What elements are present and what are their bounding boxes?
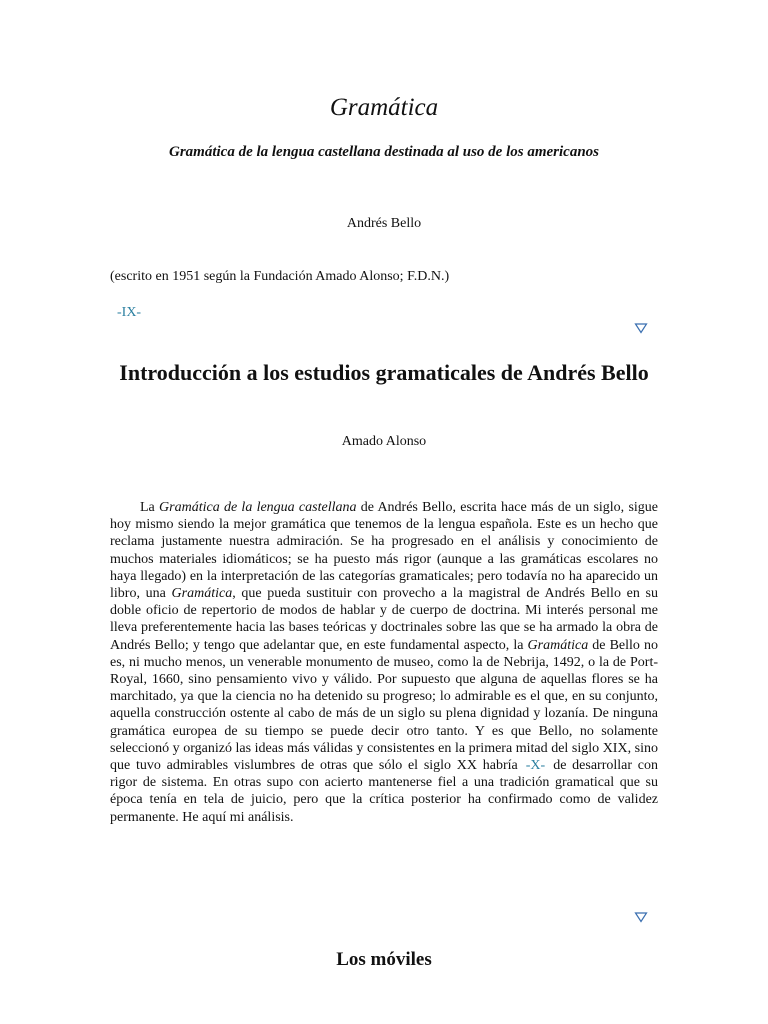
page-marker-x[interactable]: -X- xyxy=(525,758,546,774)
triangle-down-icon[interactable] xyxy=(634,911,648,923)
triangle-down-icon[interactable] xyxy=(634,322,648,334)
paragraph-text: de Andrés Bello, escrita hace más de un siglo, sigue hoy mismo siendo la mejor gramática que tenemos de la lengua española. Este es un hecho que reclama justamente nuestra admiración. Se ha progresado en el análisis y conocimiento de muchos materiales idiomáticos; se ha puesto más rigor (aunque a las gramáticas escolares no haya llegado) en la interpretación de las categorías gramaticales; pero todavía no ha aparecido un libro, una xyxy=(110,500,658,602)
section-author: Amado Alonso xyxy=(341,434,427,449)
document-title: Gramática xyxy=(329,94,439,121)
paragraph-italic-title: Gramática xyxy=(527,637,589,653)
document-subtitle: Gramática de la lengua castellana destinada al uso de los americanos xyxy=(168,144,599,160)
paragraph-italic-title: Gramática de la lengua castellana xyxy=(159,500,357,515)
body-paragraph xyxy=(110,499,658,826)
page-marker-ix[interactable]: -IX- xyxy=(117,305,142,320)
paragraph-text: de Bello no es, ni mucho menos, un venerable monumento de museo, como la de Nebrija, 1492, o la de Port-Royal, 1660, sino pensamiento vivo y válido. Por supuesto que alguna de aquellas flores se ha marchitado, ya que la ciencia no ha detenido su progreso; lo admirable es el que, en su conjunto, aquella construcción ostente al cabo de más de un siglo su plena dignidad y lozanía. De ninguna gramática europea de su tiempo se puede decir otro tanto. Y es que Bello, no solamente seleccionó y organizó las ideas más válidas y consistentes en la primera mitad del siglo XIX, sino que tuvo admirables vislumbres de otras que sólo el siglo XX habría xyxy=(110,637,658,774)
section-title: Introducción a los estudios gramaticales de Andrés Bello xyxy=(119,360,649,385)
paragraph-text: de desarrollar con rigor de sistema. En otras supo con acierto mantenerse fiel a una tradición gramatical que su época tenía en tela de juicio, pero que la crítica posterior ha confirmado como de validez permanente. He aquí mi análisis. xyxy=(110,758,658,825)
paragraph-text: La xyxy=(140,500,160,515)
written-note: (escrito en 1951 según la Fundación Amado Alonso; F.D.N.) xyxy=(110,269,450,284)
paragraph-italic-title: Gramática xyxy=(171,586,233,602)
subsection-title: Los móviles xyxy=(336,949,432,970)
paragraph-text: , que pueda sustituir con provecho a la magistral de Andrés Bello en su doble oficio de repertorio de modos de hablar y de cuerpo de doctrina. Mi interés personal me lleva preferentemente hacia las bases teóricas y doctrinales sobre las que se ha armado la obra de Andrés Bello; y tengo que adelantar que, en este fundamental aspecto, la xyxy=(110,586,658,653)
document-author: Andrés Bello xyxy=(346,216,422,231)
